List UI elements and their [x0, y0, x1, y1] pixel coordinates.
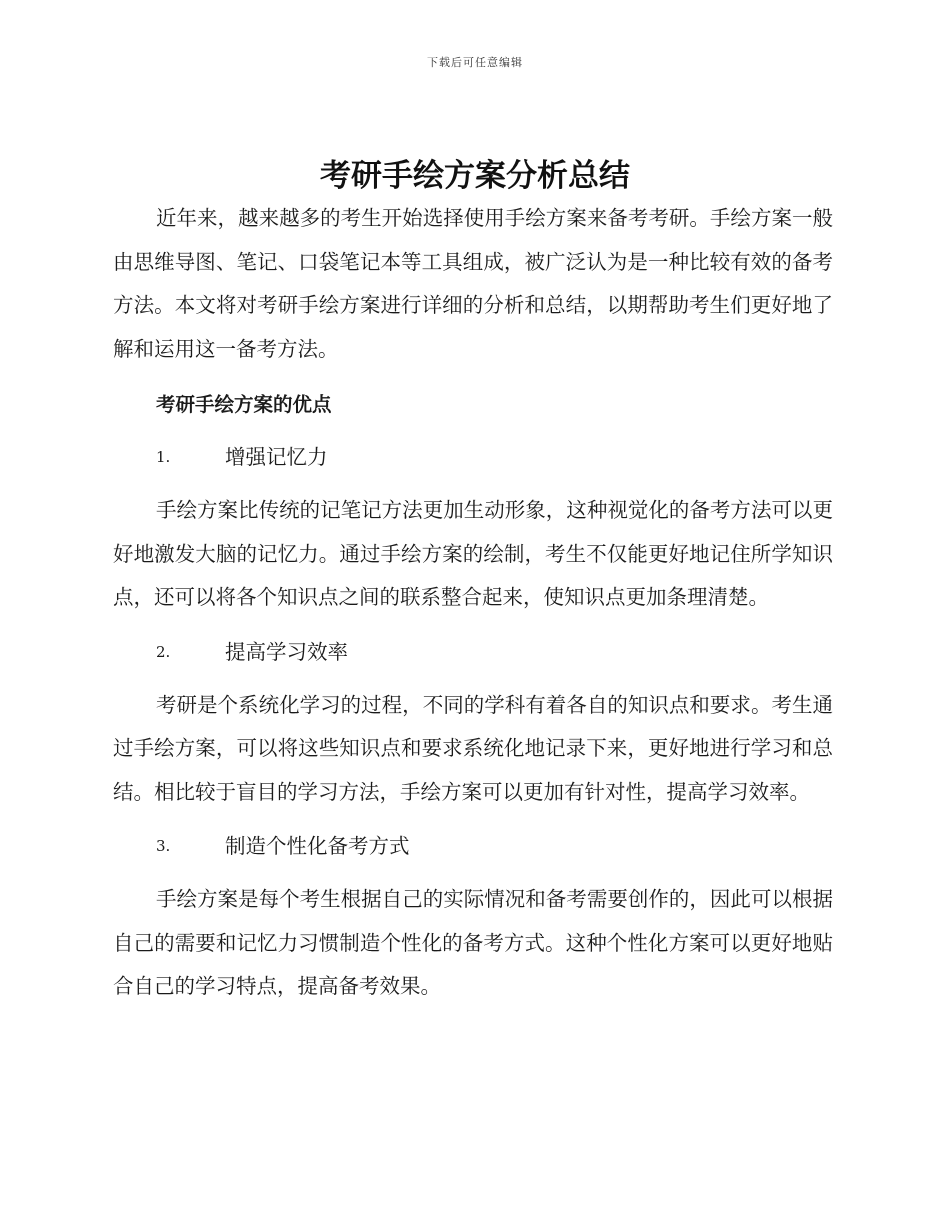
- list-item: [113, 632, 833, 672]
- list-label: 制造个性化备考方式: [225, 834, 410, 858]
- list-number: 1.: [156, 448, 171, 466]
- list-label: 提高学习效率: [225, 639, 348, 664]
- item-paragraph: 手绘方案比传统的记笔记方法更加生动形象，这种视觉化的备考方法可以更好地激发大脑的记忆力。通过手绘方案的绘制，考生不仅能更好地记住所学知识点，还可以将各个知识点之间的联系整合起来，使知识点更加条理清楚。: [113, 498, 833, 609]
- item-paragraph: 考研是个系统化学习的过程，不同的学科有着各自的知识点和要求。考生通过手绘方案，可以将这些知识点和要求系统化地记录下来，更好地进行学习和总结。相比较于盲目的学习方法，手绘方案可以更加有针对性，提高学习效率。: [113, 692, 833, 804]
- list-number: 3.: [156, 837, 171, 855]
- list-item: [113, 826, 833, 866]
- item-paragraph: 手绘方案是每个考生根据自己的实际情况和备考需要创作的，因此可以根据自己的需要和记忆力习惯制造个性化的备考方式。这种个性化方案可以更好地贴合自己的学习特点，提高备考效果。: [113, 887, 833, 998]
- section-heading: 考研手绘方案的优点: [156, 393, 332, 416]
- list-number: 2.: [156, 642, 171, 661]
- intro-paragraph: 近年来，越来越多的考生开始选择使用手绘方案来备考考研。手绘方案一般由思维导图、笔记、口袋笔记本等工具组成，被广泛认为是一种比较有效的备考方法。本文将对考研手绘方案进行详细的分析和总结，以期帮助考生们更好地了解和运用这一备考方法。: [113, 206, 833, 361]
- list-item: [113, 437, 833, 477]
- document-body: [113, 197, 833, 1009]
- page-header: 下载后可任意编辑: [427, 56, 523, 69]
- document-title: 考研手绘方案分析总结: [320, 158, 630, 194]
- list-label: 增强记忆力: [225, 445, 328, 469]
